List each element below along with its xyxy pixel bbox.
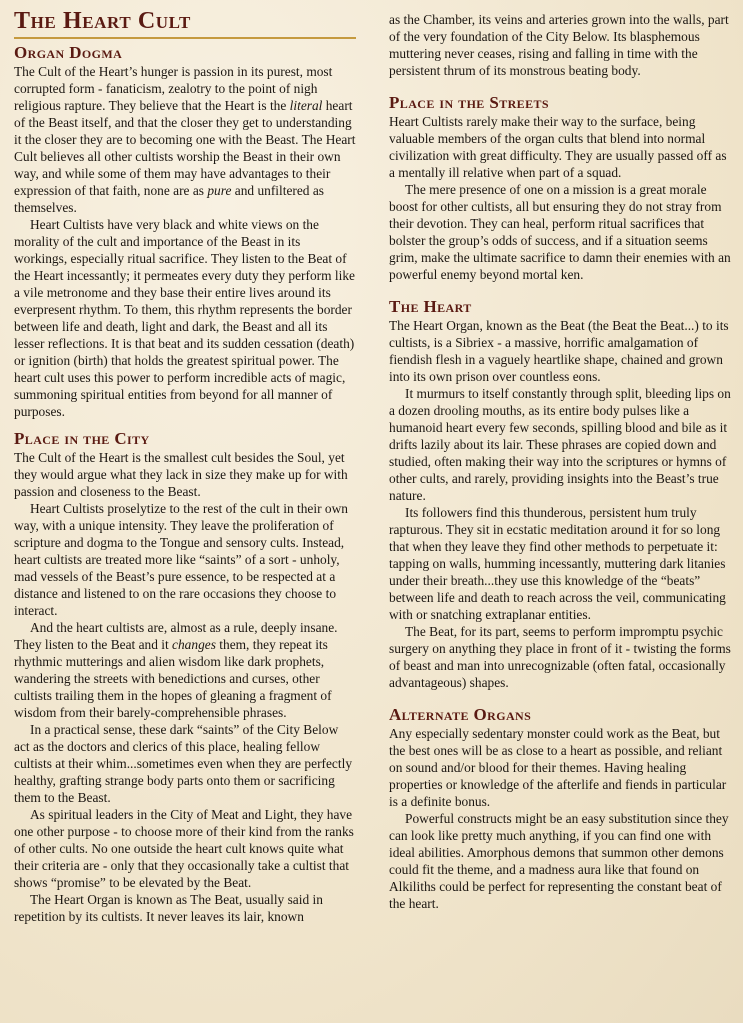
heading-organ-dogma: Organ Dogma xyxy=(14,43,123,62)
paragraph: Heart Cultists proselytize to the rest of the cult in their own way, with a unique intensity. They leave the proliferation of scripture and dogma to the Tongue and sensory cults. Instead, heart cultists are treated more like “saints” of a sort - unholy, mad vessels of the Beast’s pure essence, to be respected at a distance and listened to on the rare occasions they choose to interact. xyxy=(14,501,348,618)
paragraph: Powerful constructs might be an easy substitution since they can look like pretty much anything, if you can find one with ideal abilities. Amorphous demons that summon other demons could fit the theme, and a madness aura like that found on Alkiliths could be perfect for representing the constant beat of the heart. xyxy=(389,811,729,911)
paragraph-continued: as the Chamber, its veins and arteries grown into the walls, part of the very foundation of the City Below. Its blasphemous muttering never ceases, rising and falling in time with the persistent thrum of its monstrous beating body. xyxy=(389,12,729,78)
heading-alternate-organs: Alternate Organs xyxy=(389,705,532,724)
page-title: The Heart Cult xyxy=(14,8,191,34)
paragraph: The Heart Organ, known as the Beat (the Beat the Beat...) to its cultists, is a Sibriex - a massive, horrific amalgamation of fiendish flesh in a vaguely heartlike shape, chained and grown into its own prison over countless eons. xyxy=(389,318,729,384)
paragraph: The Beat, for its part, seems to perform impromptu psychic surgery on anything they place in front of it - twisting the forms of beast and man into unrecognizable (often fatal, occasionally advantageous) shapes. xyxy=(389,624,731,690)
title-rule xyxy=(14,37,356,39)
paragraph: It murmurs to itself constantly through split, bleeding lips on a dozen drooling mouths, as its entire body pulses like a humanoid heart every few seconds, spilling blood and bile as it drifts lazily about its lair. These phrases are copied down and studied, often making their way into the scriptures or hymns of other cults, and rarely, providing insights into the Beast’s true nature. xyxy=(389,386,731,503)
left-column xyxy=(14,0,356,925)
paragraph: The mere presence of one on a mission is a great morale boost for other cultists, all but ensuring they do not stray from their devotion. They can heal, perform ritual sacrifices that bolster the group’s odds of success, and if a situation seems grim, make the ultimate sacrifice to damn their enemies with an powerful enemy beyond mortal ken. xyxy=(389,182,731,282)
paragraph: In a practical sense, these dark “saints” of the City Below act as the doctors and clerics of this place, healing fellow cultists at their whim...sometimes even when they are perfectly healthy, grafting strange body parts onto them or sacrificing them to the Beast. xyxy=(14,722,353,805)
heading-the-heart: The Heart xyxy=(389,297,472,316)
paragraph: The Heart Organ is known as The Beat, usually said in repetition by its cultists. It never leaves its lair, known xyxy=(14,892,323,924)
paragraph: Any especially sedentary monster could work as the Beat, but the best ones will be as close to a heart as possible, and reliant on sound and/or blood for their themes. Having healing properties or knowledge of the afterlife and fiends in particular is a definite bonus. xyxy=(389,726,727,809)
paragraph: Its followers find this thunderous, persistent hum truly rapturous. They sit in ecstatic meditation around it for so long that when they leave they find other methods to perpetuate it: tapping on walls, humming incessantly, muttering dark litanies under their breath...they use this knowledge of the “beats” between life and death to reach across the veil, communicating with or snatching extraplanar entities. xyxy=(389,505,726,622)
paragraph: The Cult of the Heart is the smallest cult besides the Soul, yet they would argue what they lack in size they make up for with passion and closeness to the Beast. xyxy=(14,450,348,499)
paragraph: And the heart cultists are, almost as a rule, deeply insane. They listen to the Beat and it changes them, they repeat its rhythmic mutterings and alien wisdom like dark prophets, wandering the streets with benedictions and curses, other cultists trailing them in the hopes of gleaning a fragment of wisdom from their barely-comprehensible phrases. xyxy=(14,620,338,720)
right-column xyxy=(389,0,734,912)
heading-place-in-the-city: Place in the City xyxy=(14,429,150,448)
paragraph: Heart Cultists have very black and white views on the morality of the cult and importance of the Beast in its workings, especially ritual sacrifice. They listen to the Beat of the Heart incessantly; it permeates every duty they perform like a vile metronome and they base their entire lives around its everpresent rhythm. To them, this rhythm represents the border between life and death, light and dark, the Beast and all its lesser reflections. It is that beat and its sudden cessation (death) or ignition (birth) that holds the greatest spiritual power. The heart cult uses this power to perform incredible acts of magic, summoning spiritual entities from beyond for all manner of purposes. xyxy=(14,217,355,419)
paragraph: Heart Cultists rarely make their way to the surface, being valuable members of the organ cults that blend into normal civilization with great difficulty. They are usually passed off as a mentally ill relative when part of a squad. xyxy=(389,114,727,180)
paragraph: The Cult of the Heart’s hunger is passion in its purest, most corrupted form - fanaticism, zealotry to the point of nigh religious rapture. They believe that the Heart is the literal heart of the Beast itself, and that the closer they get to understanding it the closer they are to becoming one with the Beast. The Heart Cult believes all other cultists worship the Beast in their own way, and while some of them may have advantages to their expression of that faith, none are as pure and unfiltered as themselves. xyxy=(14,64,356,215)
paragraph: As spiritual leaders in the City of Meat and Light, they have one other purpose - to choose more of their kind from the ranks of other cults. No one outside the heart cult knows quite what their criteria are - only that they occasionally take a cultist that shows “promise” to be elevated by the Beat. xyxy=(14,807,354,890)
heading-place-in-the-streets: Place in the Streets xyxy=(389,93,549,112)
